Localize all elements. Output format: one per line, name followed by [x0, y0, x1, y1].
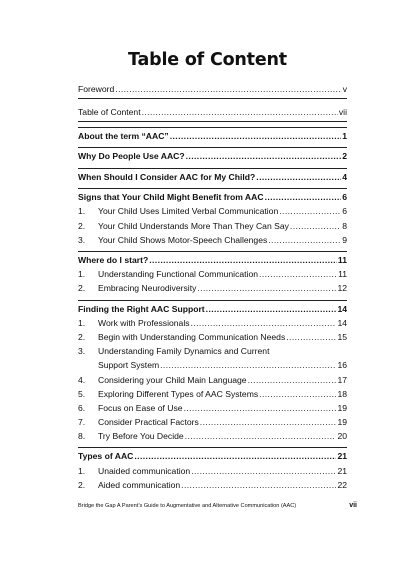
- toc-entry[interactable]: [78, 84, 347, 96]
- toc-entry-title: Where do I start?: [78, 255, 149, 266]
- toc-leader-dots: [256, 172, 341, 184]
- toc-entry[interactable]: [78, 107, 347, 119]
- toc-entry[interactable]: [78, 403, 347, 415]
- toc-leader-dots: [248, 375, 337, 387]
- toc-entry-title: Foreword: [78, 84, 115, 94]
- toc-entry[interactable]: [78, 192, 347, 204]
- toc-entry-title: Table of Content: [78, 107, 141, 117]
- toc-entry-title: Unaided communication: [98, 465, 191, 476]
- table-of-contents: [78, 84, 347, 491]
- toc-entry-title: Your Child Understands More Than They Can Say: [98, 220, 289, 231]
- toc-entry-number: 5.: [78, 388, 86, 399]
- toc-entry-page: 8: [342, 220, 347, 231]
- toc-entry-title: Embracing Neurodiversity: [98, 283, 197, 294]
- toc-entry-page: v: [342, 84, 347, 94]
- toc-entry-title: Your Child Shows Motor-Speech Challenges: [98, 234, 268, 245]
- toc-entry-number: 2.: [78, 479, 86, 490]
- toc-entry-page: 11: [338, 269, 347, 280]
- toc-leader-dots: [134, 451, 336, 463]
- section-divider: [78, 447, 347, 448]
- toc-entry-number: 1.: [78, 269, 86, 280]
- toc-entry-title: Finding the Right AAC Support: [78, 304, 205, 315]
- toc-entry[interactable]: [78, 206, 347, 218]
- toc-entry-number: 2.: [78, 283, 86, 294]
- section-divider: [78, 147, 347, 148]
- toc-entry-page: 14: [337, 304, 347, 315]
- toc-leader-dots: [259, 389, 336, 401]
- toc-entry[interactable]: [78, 172, 347, 184]
- toc-leader-dots: [200, 417, 337, 429]
- toc-entry-page: 2: [342, 151, 347, 162]
- toc-entry-page: 21: [337, 451, 347, 462]
- toc-leader-dots: [186, 151, 342, 163]
- section-divider: [78, 127, 347, 128]
- toc-entry[interactable]: [78, 235, 347, 247]
- toc-entry-page: 9: [342, 234, 347, 245]
- toc-entry-number: 1.: [78, 206, 86, 217]
- toc-entry-page: 12: [337, 283, 347, 294]
- toc-leader-dots: [184, 403, 337, 415]
- toc-entry-number: 2.: [78, 332, 86, 343]
- toc-leader-dots: [142, 107, 338, 119]
- toc-entry-number: 3.: [78, 234, 86, 245]
- toc-entry[interactable]: [78, 255, 347, 267]
- toc-entry[interactable]: [78, 466, 347, 478]
- toc-leader-dots: [286, 332, 336, 344]
- toc-entry-title: Types of AAC: [78, 451, 134, 462]
- toc-leader-dots: [185, 431, 337, 443]
- footer-page-number: vii: [349, 502, 357, 509]
- toc-leader-dots: [268, 235, 341, 247]
- toc-entry-page: 17: [337, 374, 347, 385]
- toc-entry-title: Understanding Functional Communication: [98, 269, 259, 280]
- toc-entry-page: 4: [342, 171, 347, 182]
- toc-entry-title: Consider Practical Factors: [98, 416, 199, 427]
- toc-entry-page: 19: [337, 416, 347, 427]
- toc-entry-title: Considering your Child Main Language: [98, 374, 247, 385]
- toc-entry-page: 21: [337, 465, 347, 476]
- toc-entry-title: Try Before You Decide: [98, 430, 184, 441]
- toc-leader-dots: [115, 84, 341, 96]
- toc-entry-number: 8.: [78, 430, 86, 441]
- toc-entry-title: Why Do People Use AAC?: [78, 151, 185, 162]
- toc-entry-page: 6: [342, 206, 347, 217]
- toc-entry-title: Exploring Different Types of AAC Systems: [98, 388, 259, 399]
- section-divider: [78, 300, 347, 301]
- entry-divider: [78, 121, 347, 122]
- section-divider: [78, 251, 347, 252]
- toc-entry-page: 11: [337, 255, 347, 266]
- toc-entry-number: 2.: [78, 220, 86, 231]
- toc-entry[interactable]: [78, 346, 347, 358]
- page-title: Table of Content: [128, 50, 287, 70]
- toc-entry-title: When Should I Consider AAC for My Child?: [78, 171, 256, 182]
- toc-entry[interactable]: [78, 451, 347, 463]
- toc-entry-title: Understanding Family Dynamics and Current: [98, 346, 270, 357]
- toc-entry-page: 1: [342, 130, 347, 141]
- toc-entry-title: Focus on Ease of Use: [98, 402, 183, 413]
- toc-leader-dots: [259, 269, 337, 281]
- toc-entry-title: Your Child Uses Limited Verbal Communication: [98, 206, 279, 217]
- toc-entry-number: 1.: [78, 318, 86, 329]
- toc-leader-dots: [191, 318, 337, 330]
- toc-entry[interactable]: [78, 304, 347, 316]
- toc-entry-page: 18: [337, 388, 347, 399]
- footer-text: Bridge the Gap A Parent’s Guide to Augmentative and Alternative Communication (AAC): [78, 503, 297, 509]
- toc-entry-page: 20: [337, 430, 347, 441]
- toc-entry[interactable]: [78, 131, 347, 143]
- section-divider: [78, 168, 347, 169]
- entry-divider: [78, 98, 347, 99]
- toc-entry[interactable]: [78, 389, 347, 401]
- toc-entry-page: 22: [337, 479, 347, 490]
- toc-entry-title: Work with Professionals: [98, 318, 190, 329]
- toc-entry[interactable]: [78, 431, 347, 443]
- toc-entry-page: 15: [337, 332, 347, 343]
- toc-entry-page: 6: [342, 192, 347, 203]
- toc-leader-dots: [181, 480, 336, 492]
- toc-leader-dots: [170, 131, 342, 143]
- toc-leader-dots: [149, 255, 337, 267]
- toc-leader-dots: [265, 192, 342, 204]
- toc-entry-title: Aided communication: [98, 479, 181, 490]
- toc-leader-dots: [279, 206, 341, 218]
- toc-entry[interactable]: [78, 332, 347, 344]
- toc-entry-page: 14: [337, 318, 347, 329]
- toc-entry[interactable]: [78, 318, 347, 330]
- toc-entry-page: 16: [337, 360, 347, 371]
- toc-entry-title: Begin with Understanding Communication Needs: [98, 332, 286, 343]
- section-divider: [78, 188, 347, 189]
- toc-entry[interactable]: [78, 221, 347, 233]
- toc-entry[interactable]: [78, 480, 347, 492]
- toc-leader-dots: [206, 304, 337, 316]
- toc-entry[interactable]: [78, 283, 347, 295]
- toc-entry[interactable]: [78, 375, 347, 387]
- toc-entry-number: 1.: [78, 465, 86, 476]
- toc-entry-number: 3.: [78, 346, 86, 357]
- toc-leader-dots: [160, 360, 336, 372]
- toc-entry[interactable]: [78, 417, 347, 429]
- toc-entry-page: vii: [338, 107, 347, 117]
- toc-entry[interactable]: [78, 269, 347, 281]
- toc-entry[interactable]: [78, 151, 347, 163]
- toc-leader-dots: [191, 466, 336, 478]
- toc-entry-title: Support System: [98, 360, 160, 371]
- toc-leader-dots: [197, 283, 336, 295]
- toc-entry-number: 6.: [78, 402, 86, 413]
- toc-entry-number: 7.: [78, 416, 86, 427]
- toc-entry-number: 4.: [78, 374, 86, 385]
- toc-entry-title: About the term “AAC”: [78, 130, 169, 141]
- toc-entry-page: 19: [337, 402, 347, 413]
- toc-entry-title: Signs that Your Child Might Benefit from AAC: [78, 192, 264, 203]
- toc-leader-dots: [290, 221, 341, 233]
- toc-entry[interactable]: [78, 360, 347, 372]
